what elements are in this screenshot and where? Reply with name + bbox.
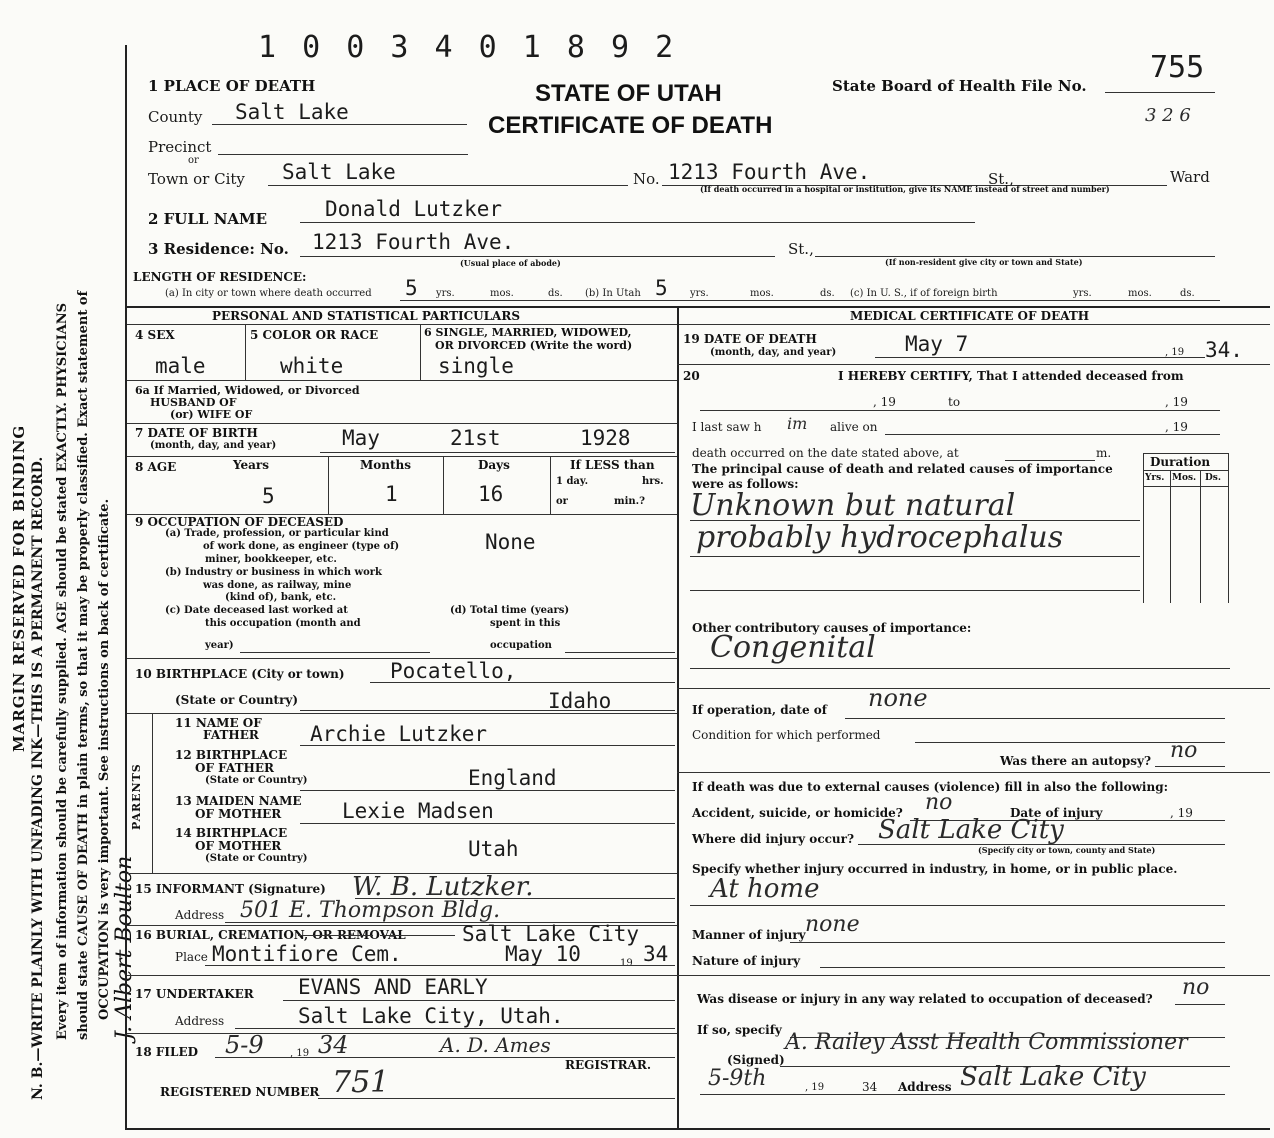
residence-value: 1213 Fourth Ave.: [312, 230, 515, 254]
parents-label: PARENTS: [130, 763, 143, 830]
operation-date: none: [868, 684, 928, 712]
length-of-residence-label: LENGTH OF RESIDENCE:: [133, 270, 307, 284]
burial-place: Montifiore Cem.: [212, 942, 402, 966]
full-name-value: Donald Lutzker: [325, 197, 503, 221]
injury-location: Salt Lake City: [878, 815, 1064, 845]
age-years: 5: [262, 484, 275, 508]
registered-number: 751: [332, 1065, 390, 1100]
father-birthplace: England: [468, 766, 557, 790]
filed-year: 34: [318, 1031, 349, 1059]
manner-of-injury: none: [805, 912, 860, 937]
medical-header: MEDICAL CERTIFICATE OF DEATH: [850, 309, 1090, 323]
birthplace-city: Pocatello,: [390, 659, 517, 683]
margin-instructions-1: Every item of information should be carefully supplied. AGE should be stated EXACTLY. PHYSICIANS: [55, 302, 70, 1040]
town-label: Town or City: [148, 170, 245, 188]
informant-address: 501 E. Thompson Bldg.: [240, 898, 501, 923]
full-name-label: 2 FULL NAME: [148, 210, 268, 228]
residence-utah-years: 5: [655, 276, 668, 300]
town-value: Salt Lake: [282, 160, 396, 184]
personal-header: PERSONAL AND STATISTICAL PARTICULARS: [212, 309, 521, 323]
ward-label: Ward: [1170, 168, 1210, 186]
occupation-value: None: [485, 530, 536, 554]
undertaker-address: Salt Lake City, Utah.: [298, 1004, 564, 1028]
dob-year: 1928: [580, 426, 631, 450]
place-of-death-label: 1 PLACE OF DEATH: [148, 77, 316, 95]
certify-statement: I HEREBY CERTIFY, That I attended deceased from: [838, 369, 1184, 383]
burial-date: May 10: [505, 942, 581, 966]
certificate-title: CERTIFICATE OF DEATH: [488, 112, 773, 139]
age-months: 1: [385, 482, 398, 506]
street-value: 1213 Fourth Ave.: [668, 160, 871, 184]
related-value: no: [1182, 975, 1210, 1000]
injury-place: At home: [710, 874, 820, 904]
physician-signature: A. Railey Asst Health Commissioner: [785, 1030, 1188, 1055]
father-name: Archie Lutzker: [310, 722, 488, 746]
mother-name: Lexie Madsen: [342, 799, 494, 823]
death-year: 34.: [1205, 338, 1243, 362]
margin-instructions-3: OCCUPATION is very important. See instructions on back of certificate.: [97, 498, 112, 1020]
margin-binding-note: MARGIN RESERVED FOR BINDING: [10, 424, 28, 752]
dob-day: 21st: [450, 426, 501, 450]
hospital-note: (If death occurred in a hospital or institution, give its NAME instead of street and number): [700, 184, 1110, 194]
sex-value: male: [155, 354, 206, 378]
informant-signature: W. B. Lutzker.: [352, 872, 534, 902]
accident-value: no: [925, 790, 953, 815]
street-no-label: No.: [633, 170, 660, 188]
other-causes: Congenital: [710, 630, 876, 665]
age-days: 16: [478, 482, 504, 506]
birthplace-state: Idaho: [548, 689, 612, 713]
state-title: STATE OF UTAH: [535, 80, 722, 107]
file-number: 755: [1150, 50, 1205, 85]
physician-address: Salt Lake City: [960, 1062, 1146, 1092]
date-of-death: May 7: [905, 332, 969, 356]
burial-year: 34: [643, 942, 669, 966]
residence-city-years: 5: [405, 276, 418, 300]
signed-date: 5-9th: [708, 1066, 767, 1091]
file-number-label: State Board of Health File No.: [832, 77, 1087, 95]
mother-birthplace: Utah: [468, 837, 519, 861]
margin-ink-note: N. B.—WRITE PLAINLY WITH UNFADING INK—THIS IS A PERMANENT RECORD.: [30, 456, 46, 1100]
color-value: white: [280, 354, 344, 378]
county-label: County: [148, 108, 203, 126]
cause-line-2: probably hydrocephalus: [696, 520, 1064, 555]
serial-number: 1 0 0 3 4 0 1 8 9 2: [258, 30, 678, 65]
registrar-signature: A. D. Ames: [440, 1033, 551, 1057]
precinct-label: Precinct: [148, 138, 212, 156]
county-value: Salt Lake: [235, 100, 349, 124]
marital-value: single: [438, 354, 514, 378]
residence-label: 3 Residence: No.: [148, 240, 289, 258]
undertaker-name: EVANS AND EARLY: [298, 975, 488, 999]
margin-signature: J. Albert Boulton: [112, 855, 137, 1040]
cause-line-1: Unknown but natural: [690, 488, 1016, 523]
dob-month: May: [342, 426, 380, 450]
burial-city: Salt Lake City: [462, 922, 640, 946]
autopsy-value: no: [1170, 738, 1198, 763]
death-certificate: MARGIN RESERVED FOR BINDING N. B.—WRITE PLAINLY WITH UNFADING INK—THIS IS A PERMANENT RECORD. Every item of information should be carefully supplied. AGE should be stated EXACTLY. PHYSICIANS should state CAUSE OF DEATH in plain terms, so that it may be properly classified. Exact statement of OCCUPATION is very important. See instructions on back of certificate. J. Albert Boulton 1 0 0 3 4 0 1 8 9 2 STATE OF UTAH CERTIFICATE OF DEATH State Board of Health File No. 755 3 2 6 1 PLACE OF DEATH County Salt Lake Precinct or Town or City Salt Lake No. 1213 Fourth Ave. St., Ward (If death occurred in a hospital or institution, give its NAME instead of street and number) 2 FULL NAME Donald Lutzker 3 Residence: No. 1213 Fourth Ave. St., (Usual place of abode) (If non-resident give city or town and State) LENGTH OF RESIDENCE: (a) In city or town where death occurred 5 yrs. mos. ds. (b) In Utah 5 yrs. mos. ds. (c) In U. S., if of foreign birth yrs. mos. ds. PERSONAL AND STATISTICAL PARTICULARS MEDICAL CERTIFICATE OF DEATH 4 SEX male 5 COLOR OR RACE white 6 SINGLE, MARRIED, WIDOWED, OR DIVORCED (Write the word) single 6a If Married, Widowed, or Divorced HUSBAND OF (or) WIFE OF 7 DATE OF BIRTH (month, day, and year) May 21st 1928 8 AGE Years Months Days If LESS than 1 day. hrs. or min.? 5 1 16 9 OCCUPATION OF DECEASED (a) Trade, profession, or particular kind of work done, as engineer (type of) miner, bookkeeper, etc. None (b) Industry or business in which work was done, as railway, mine (kind of), bank, etc. (c) Date deceased last worked at this occupation (month and year) (d) Total time (years) spent in this occupation 10 BIRTHPLACE (City or town) Pocatello, (State or Country) Idaho PARENTS 11 NAME OF FATHER Archie Lutzker 12 BIRTHPLACE OF FATHER (State or Country) England 13 MAIDEN NAME OF MOTHER Lexie Madsen 14 BIRTHPLACE OF MOTHER (State or Country) Utah 15 INFORMANT (Signature) W. B. Lutzker. Address 501 E. Thompson Bldg. 16 BURIAL, CREMATION, OR REMOVAL Salt Lake City Place Montifiore Cem. May 10 19 34 17 UNDERTAKER EVANS AND EARLY Address Salt Lake City, Utah. 18 FILED 5-9 , 19 34 A. D. Ames REGISTRAR. REGISTERED NUMBER 751 19 DATE OF DEATH (month, day, and year) May 7 , 19 34. 20 I HEREBY CERTIFY, That I attended deceased from , 19 to , 19 I last saw h im alive on , 19 death occurred on the date stated above, at m. The principal cause of death and related causes of importance were as follows: Duration Yrs. Mos. Ds. Unknown but natural probably hydrocephalus Other contributory causes of importance: Congenital If operation, date of none Condition for which performed Was there an autopsy? no If death was due to external causes (violence) fill in also the following: Accident, suicide, or homicide? no Date of injury , 19 Where did injury occur? Salt Lake City (Specify city or town, county and State) Specify whether injury occurred in industry, in home, or in public place. At home Manner of injury none Nature of injury Was disease or injury in any way related to occupation of deceased? no If so, specify (Signed) A. Railey Asst Health Commissioner 5-9th , 19 34 Address Salt Lake City: [0, 0, 1274, 1138]
margin-instructions-2: should state CAUSE OF DEATH in plain terms, so that it may be properly classified. Exact statement of: [76, 290, 91, 1040]
filed-date: 5-9: [225, 1031, 264, 1059]
file-number-secondary: 3 2 6: [1145, 105, 1191, 126]
